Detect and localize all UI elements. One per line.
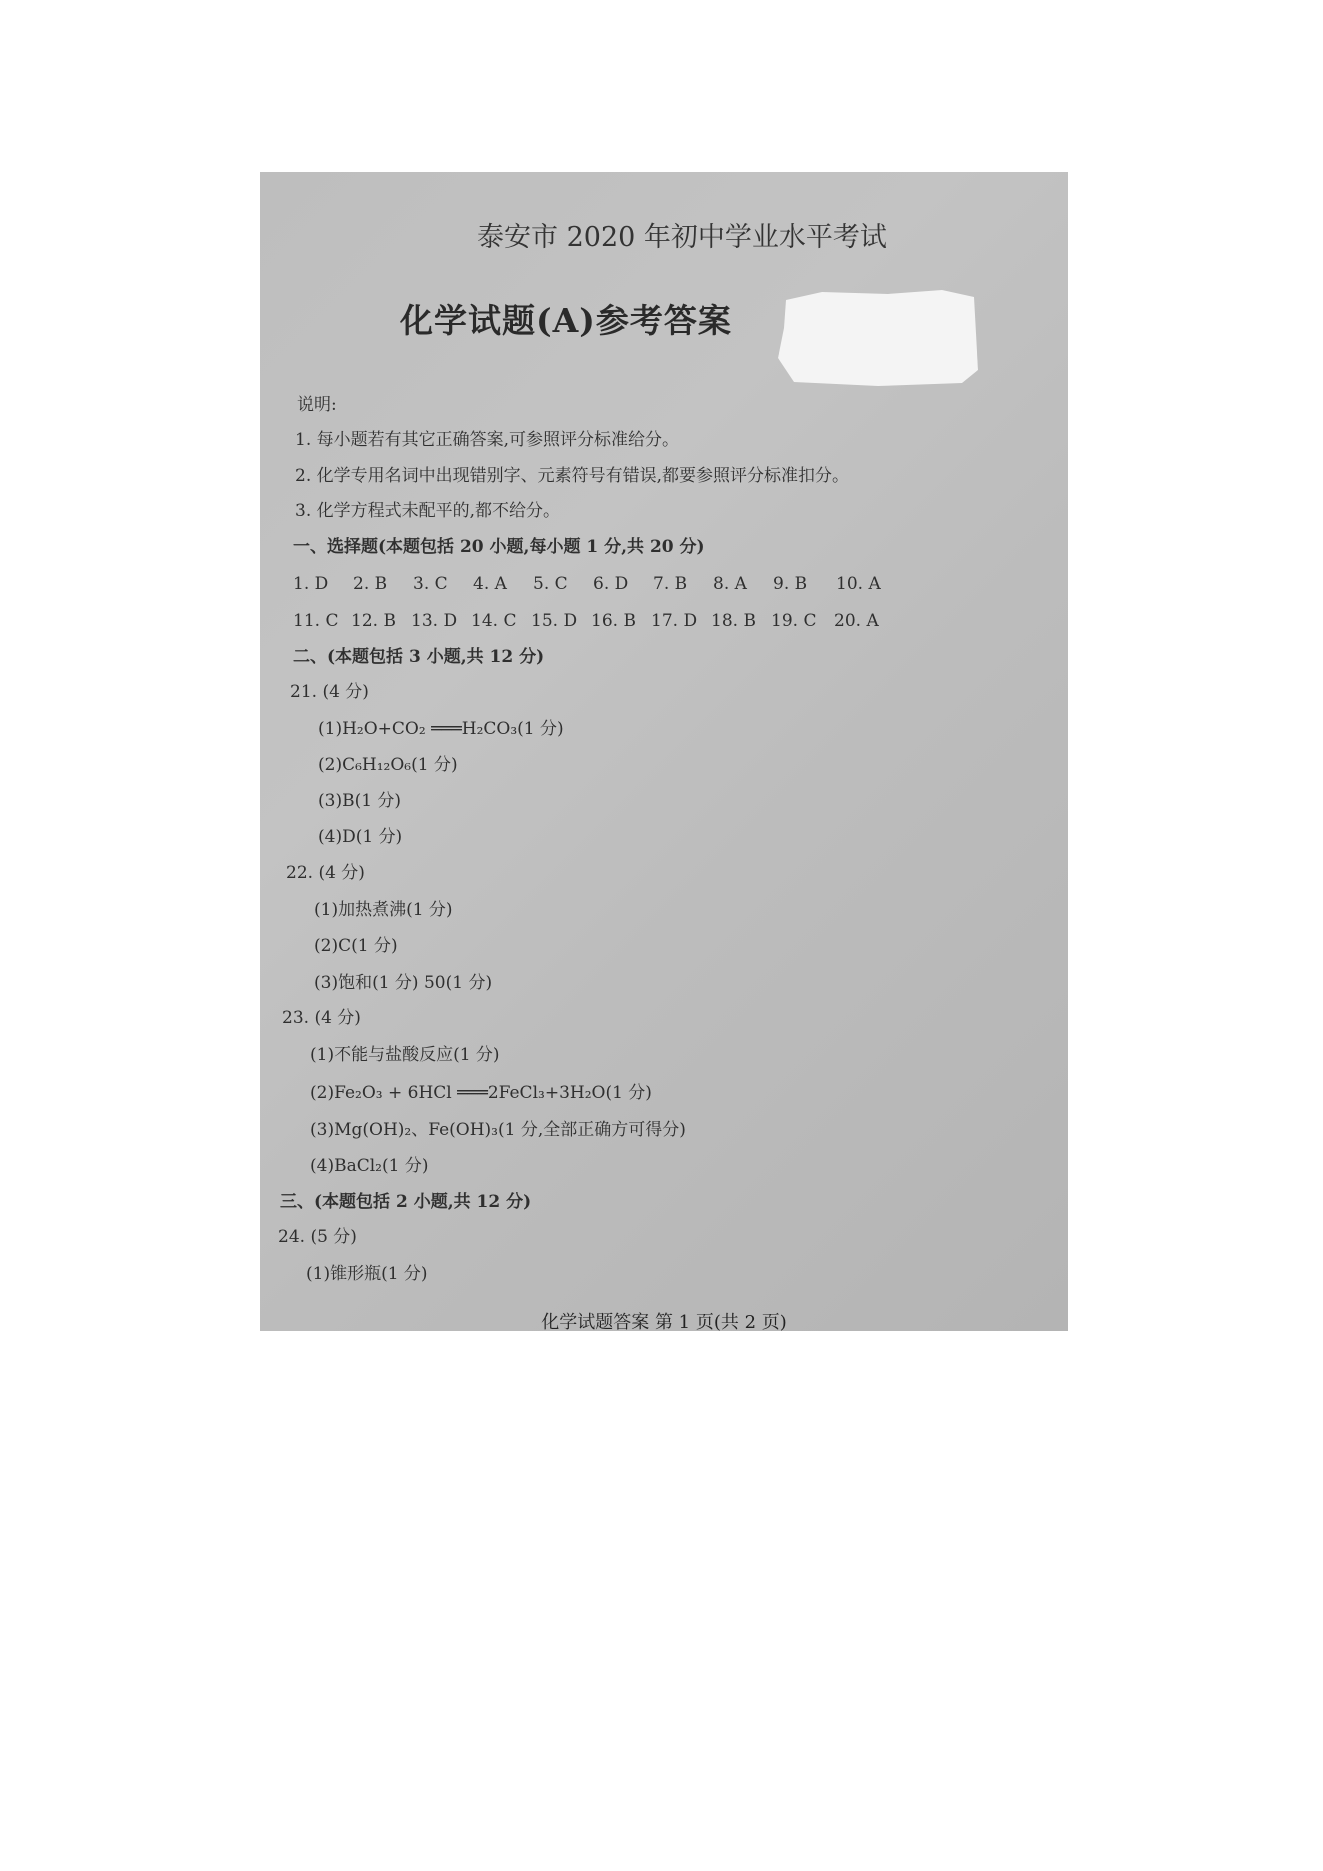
document-photo xyxy=(260,172,1068,1331)
answer-item: 16. B xyxy=(591,611,636,631)
answer-item: 2. B xyxy=(353,574,388,594)
answer-item: 18. B xyxy=(711,611,756,631)
q22-answer-3: (3)饱和(1 分) 50(1 分) xyxy=(314,973,493,993)
answer-item: 4. A xyxy=(473,574,507,594)
q23-answer-3: (3)Mg(OH)₂、Fe(OH)₃(1 分,全部正确方可得分) xyxy=(310,1120,686,1140)
answer-item: 5. C xyxy=(533,574,568,594)
q21-answer-1: (1)H₂O+CO₂ ═══H₂CO₃(1 分) xyxy=(318,719,564,739)
answer-item: 8. A xyxy=(713,574,747,594)
q22-label: 22. (4 分) xyxy=(286,863,365,883)
section2-heading: 二、(本题包括 3 小题,共 12 分) xyxy=(293,647,545,667)
q24-answer-1: (1)锥形瓶(1 分) xyxy=(306,1264,428,1284)
q22-answer-1: (1)加热煮沸(1 分) xyxy=(314,900,453,920)
answer-item: 7. B xyxy=(653,574,688,594)
q21-answer-2: (2)C₆H₁₂O₆(1 分) xyxy=(318,755,458,775)
answer-item: 14. C xyxy=(471,611,517,631)
answer-item: 10. A xyxy=(836,574,881,594)
answer-item: 11. C xyxy=(293,611,339,631)
section1-heading: 一、选择题(本题包括 20 小题,每小题 1 分,共 20 分) xyxy=(293,537,705,557)
q21-answer-4: (4)D(1 分) xyxy=(318,827,403,847)
q24-label: 24. (5 分) xyxy=(278,1227,357,1247)
answer-item: 13. D xyxy=(411,611,458,631)
paper-scrap-cover xyxy=(778,288,978,388)
q21-label: 21. (4 分) xyxy=(290,682,369,702)
answer-item: 3. C xyxy=(413,574,448,594)
note-2: 2. 化学专用名词中出现错别字、元素符号有错误,都要参照评分标准扣分。 xyxy=(295,466,850,486)
answer-item: 17. D xyxy=(651,611,698,631)
answers-row-2 xyxy=(293,611,993,635)
answer-item: 12. B xyxy=(351,611,396,631)
q22-answer-2: (2)C(1 分) xyxy=(314,936,398,956)
document-title: 泰安市 2020 年初中学业水平考试 xyxy=(477,222,887,253)
section3-heading: 三、(本题包括 2 小题,共 12 分) xyxy=(280,1192,532,1212)
note-1: 1. 每小题若有其它正确答案,可参照评分标准给分。 xyxy=(295,430,680,450)
answer-item: 6. D xyxy=(593,574,629,594)
answer-item: 20. A xyxy=(834,611,879,631)
note-3: 3. 化学方程式未配平的,都不给分。 xyxy=(295,501,561,521)
answer-item: 1. D xyxy=(293,574,329,594)
page-footer: 化学试题答案 第 1 页(共 2 页) xyxy=(541,1312,787,1331)
notes-heading: 说明: xyxy=(297,395,337,415)
q21-answer-3: (3)B(1 分) xyxy=(318,791,402,811)
q23-label: 23. (4 分) xyxy=(282,1008,361,1028)
q23-answer-1: (1)不能与盐酸反应(1 分) xyxy=(310,1045,500,1065)
answers-row-1 xyxy=(293,574,993,598)
q23-answer-4: (4)BaCl₂(1 分) xyxy=(310,1156,429,1176)
answer-item: 15. D xyxy=(531,611,578,631)
document-subtitle: 化学试题(A)参考答案 xyxy=(400,301,732,340)
answer-item: 19. C xyxy=(771,611,817,631)
q23-answer-2: (2)Fe₂O₃ + 6HCl ═══2FeCl₃+3H₂O(1 分) xyxy=(310,1083,652,1103)
answer-item: 9. B xyxy=(773,574,808,594)
